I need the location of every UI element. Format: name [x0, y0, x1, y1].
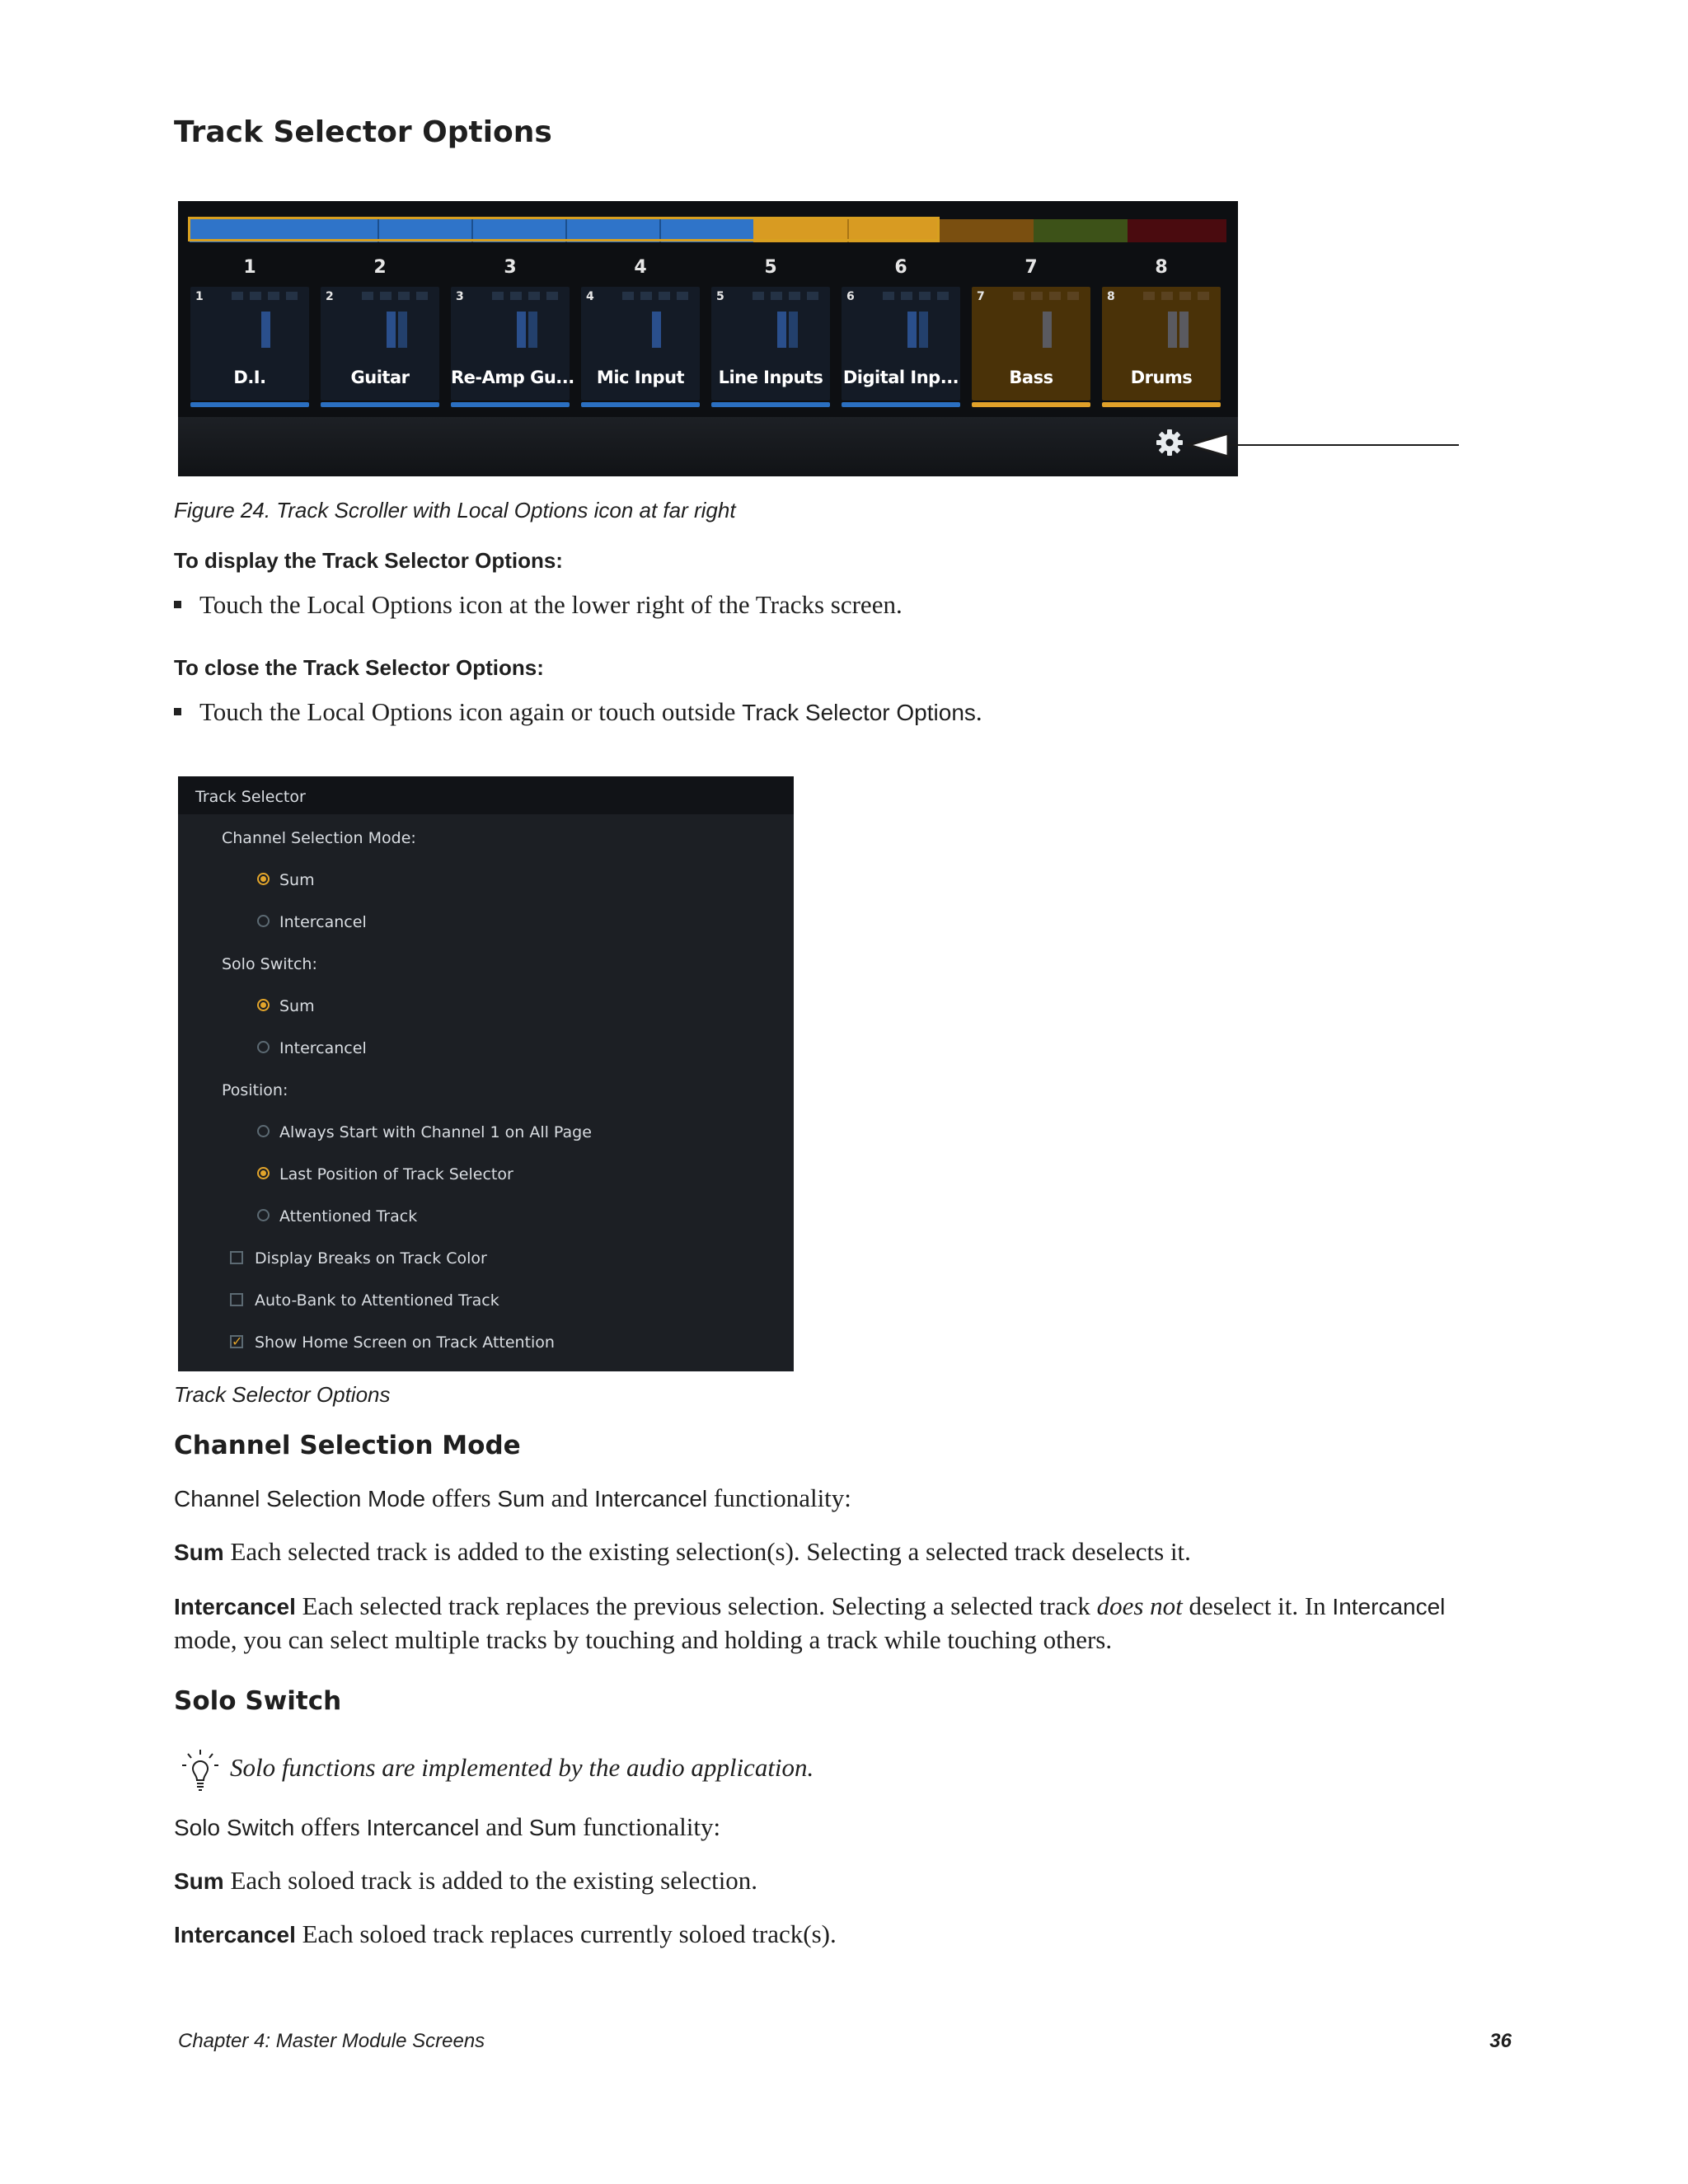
paragraph	[174, 1864, 1514, 1898]
led-strip	[883, 292, 950, 300]
tile-number: 6	[846, 290, 855, 303]
tile-number: 3	[456, 290, 464, 303]
bullet-item	[174, 590, 903, 620]
definition-term: Sum	[174, 1868, 224, 1894]
panel-title: Track Selector	[195, 788, 306, 806]
led-strip	[492, 292, 560, 300]
checkbox-label: Display Breaks on Track Color	[255, 1249, 487, 1268]
radio-icon	[257, 915, 270, 927]
selection-frame[interactable]	[188, 217, 940, 241]
level-meter	[652, 312, 661, 348]
solo-switch-label: Solo Switch:	[222, 955, 317, 973]
radio-channel-intercancel[interactable]	[257, 913, 367, 931]
track-tile[interactable]	[321, 287, 439, 401]
channel-mode-label: Channel Selection Mode:	[222, 829, 416, 847]
led-strip	[753, 292, 820, 300]
procedure-heading: To display the Track Selector Options:	[174, 548, 563, 573]
level-meter	[777, 312, 786, 348]
text: Each soloed track is added to the existing selection.	[223, 1866, 758, 1895]
gear-icon[interactable]	[1156, 429, 1184, 457]
bullet-text: Touch the Local Options icon at the lower right of the Tracks screen.	[199, 590, 903, 619]
procedure-heading: To close the Track Selector Options:	[174, 655, 544, 680]
radio-label: Attentioned Track	[279, 1207, 418, 1226]
track-number: 5	[764, 257, 777, 278]
level-meter	[528, 312, 537, 348]
tip-text: Solo functions are implemented by the audio application.	[230, 1753, 814, 1782]
radio-label: Intercancel	[279, 913, 367, 931]
paragraph	[174, 1918, 1514, 1952]
text: functionality:	[707, 1483, 851, 1512]
ui-term: Intercancel	[594, 1486, 708, 1511]
color-segment-brown	[940, 219, 1034, 242]
tile-number: 2	[326, 290, 334, 303]
level-meter	[261, 312, 270, 348]
text: mode, you can select multiple tracks by touching and holding a track while touching others.	[174, 1625, 1113, 1654]
track-name: Bass	[1009, 368, 1053, 387]
text: and	[479, 1812, 529, 1841]
checkmark-icon: ✓	[232, 1333, 243, 1349]
track-color-underline	[711, 402, 830, 407]
checkbox-icon	[230, 1293, 243, 1306]
section-heading: Channel Selection Mode	[174, 1431, 521, 1460]
level-meter	[1043, 312, 1052, 348]
track-name: Drums	[1130, 368, 1193, 387]
paragraph	[174, 1590, 1514, 1657]
tile-number: 8	[1107, 290, 1115, 303]
led-strip	[622, 292, 690, 300]
ui-term: Intercancel	[1332, 1594, 1446, 1619]
paragraph	[174, 1535, 1514, 1569]
track-number: 7	[1025, 257, 1038, 278]
radio-icon	[257, 1041, 270, 1053]
track-color-underline	[451, 402, 570, 407]
section-heading: Solo Switch	[174, 1686, 342, 1716]
radio-selected-icon	[257, 1167, 270, 1179]
track-tile[interactable]	[190, 287, 309, 401]
radio-selected-icon	[257, 873, 270, 885]
level-meter	[789, 312, 798, 348]
text: and	[544, 1483, 595, 1512]
track-number: 1	[243, 257, 256, 278]
track-number: 6	[894, 257, 907, 278]
text: functionality:	[576, 1812, 721, 1841]
track-color-bar	[190, 219, 1226, 242]
ui-term: Channel Selection Mode	[174, 1486, 426, 1511]
radio-solo-intercancel[interactable]	[257, 1039, 367, 1057]
bullet-marker	[174, 708, 181, 715]
track-selector-options-panel	[178, 776, 794, 1371]
track-name: Guitar	[350, 368, 410, 387]
track-color-underline	[972, 402, 1090, 407]
track-tile[interactable]	[1102, 287, 1221, 401]
track-name: Line Inputs	[718, 368, 823, 387]
led-strip	[1013, 292, 1081, 300]
track-number: 3	[504, 257, 517, 278]
page-number: 36	[1489, 2030, 1512, 2052]
ui-term: Track Selector Options	[742, 700, 976, 725]
bullet-marker	[174, 601, 181, 608]
definition-term: Sum	[174, 1540, 224, 1565]
definition-term: Intercancel	[174, 1594, 296, 1619]
checkbox-label: Auto-Bank to Attentioned Track	[255, 1291, 499, 1310]
radio-position-always-start[interactable]	[257, 1123, 592, 1141]
radio-label: Intercancel	[279, 1039, 367, 1057]
radio-position-last[interactable]	[257, 1165, 513, 1183]
led-strip	[362, 292, 429, 300]
track-number: 8	[1155, 257, 1168, 278]
position-label: Position:	[222, 1081, 288, 1099]
track-tile[interactable]	[581, 287, 700, 401]
led-strip	[232, 292, 299, 300]
ui-term: Intercancel	[366, 1815, 480, 1840]
radio-solo-sum[interactable]	[257, 997, 315, 1015]
text: Each selected track replaces the previous selection. Selecting a selected track	[295, 1591, 1097, 1620]
level-meter	[387, 312, 396, 348]
checkbox-icon	[230, 1251, 243, 1264]
track-scroller-figure	[178, 201, 1238, 476]
bullet-text: Touch the Local Options icon again or touch outside	[199, 697, 743, 726]
tile-number: 4	[586, 290, 594, 303]
figure-caption: Figure 24. Track Scroller with Local Options icon at far right	[174, 498, 736, 523]
track-name: Re-Amp Gu...	[451, 368, 574, 387]
ui-term: Solo Switch	[174, 1815, 295, 1840]
radio-position-attentioned[interactable]	[257, 1207, 417, 1226]
tile-number: 1	[195, 290, 204, 303]
track-tile[interactable]	[451, 287, 574, 401]
bullet-text-end: .	[975, 697, 982, 726]
track-color-underline	[190, 402, 309, 407]
level-meter	[1179, 312, 1189, 348]
emphasis: does not	[1096, 1591, 1183, 1620]
track-tile[interactable]	[842, 287, 960, 401]
track-name: Mic Input	[596, 368, 685, 387]
radio-icon	[257, 1125, 270, 1137]
track-color-underline	[1102, 402, 1221, 407]
lightbulb-tip-icon	[181, 1749, 219, 1793]
scroller-bottom-bar	[178, 417, 1238, 476]
radio-channel-sum[interactable]	[257, 871, 315, 889]
text: Each selected track is added to the existing selection(s). Selecting a selected track deselects it.	[223, 1537, 1191, 1566]
track-number: 2	[373, 257, 387, 278]
callout-arrow-icon	[1185, 429, 1461, 462]
color-segment-green	[1034, 219, 1128, 242]
text: offers	[425, 1483, 498, 1512]
radio-label: Sum	[279, 997, 315, 1015]
radio-selected-icon	[257, 999, 270, 1011]
text: offers	[294, 1812, 367, 1841]
track-color-underline	[842, 402, 960, 407]
level-meter	[919, 312, 928, 348]
level-meter	[907, 312, 917, 348]
track-name: Digital Inp...	[842, 368, 959, 387]
track-color-underline	[321, 402, 439, 407]
paragraph	[174, 1811, 1514, 1844]
level-meter	[1168, 312, 1177, 348]
level-meter	[517, 312, 526, 348]
page-title: Track Selector Options	[174, 115, 552, 149]
track-tile[interactable]	[972, 287, 1090, 401]
ui-term: Sum	[528, 1815, 577, 1840]
checkbox-label: Show Home Screen on Track Attention	[255, 1333, 555, 1352]
track-tile[interactable]	[711, 287, 830, 401]
checkbox-auto-bank[interactable]	[230, 1291, 499, 1310]
figure-caption: Track Selector Options	[174, 1382, 391, 1407]
footer-chapter: Chapter 4: Master Module Screens	[178, 2030, 485, 2052]
checkbox-display-breaks[interactable]	[230, 1249, 487, 1268]
checkbox-show-home[interactable]	[230, 1333, 555, 1352]
radio-icon	[257, 1209, 270, 1221]
track-color-underline	[581, 402, 700, 407]
track-name: D.I.	[233, 368, 266, 387]
paragraph	[174, 1482, 1514, 1516]
ui-term: Sum	[497, 1486, 545, 1511]
radio-label: Last Position of Track Selector	[279, 1165, 513, 1183]
definition-term: Intercancel	[174, 1922, 296, 1947]
text: deselect it. In	[1182, 1591, 1333, 1620]
level-meter	[398, 312, 407, 348]
radio-label: Sum	[279, 871, 315, 889]
track-number: 4	[634, 257, 647, 278]
radio-label: Always Start with Channel 1 on All Page	[279, 1123, 592, 1141]
text: Each soloed track replaces currently soloed track(s).	[295, 1919, 837, 1948]
tile-number: 7	[977, 290, 985, 303]
bullet-item	[174, 697, 982, 727]
tile-number: 5	[716, 290, 724, 303]
led-strip	[1143, 292, 1211, 300]
color-segment-maroon	[1128, 219, 1226, 242]
